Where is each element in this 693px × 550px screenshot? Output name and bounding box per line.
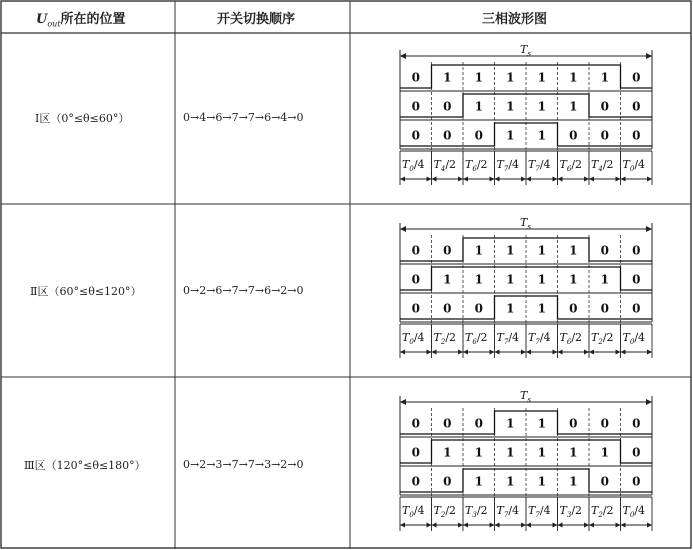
interval-arrowhead [463,523,468,528]
phase-value: 0 [411,416,420,431]
header-sequence: 开关切换顺序 [217,12,296,27]
interval-arrowhead [647,177,652,182]
interval-arrowhead [616,350,621,355]
header-position-text: 所在的位置 [60,12,126,27]
interval-label-sub: 2 [440,511,446,519]
phase-value: 1 [537,301,546,316]
interval-label-tail: /4 [539,504,551,517]
interval-label: $T_7/4$ [528,158,551,173]
interval-label-tail: /2 [602,331,614,344]
interval-arrowhead [589,177,594,182]
phase-value: 1 [506,272,515,287]
phase-value: 0 [632,70,641,85]
interval-label-sub: 2 [598,511,603,519]
interval-label: $T_2/2$ [433,504,457,519]
phase-value: 0 [569,301,578,316]
interval-arrowhead [526,177,531,182]
region-1: Ⅰ区（0°≤θ≤60°） [35,112,130,125]
interval-label: $T_6/2$ [559,331,583,346]
interval-label-sub: 6 [566,165,572,173]
phase-value: 1 [537,272,546,287]
header-waveform: 三相波形图 [482,12,548,27]
phase-value: 1 [569,243,578,258]
interval-arrowhead [427,350,432,355]
interval-arrowhead [589,350,594,355]
interval-arrowhead [495,350,500,355]
interval-arrowhead [463,350,468,355]
phase-value: 1 [600,70,609,85]
phase-value: 1 [443,70,452,85]
phase-value: 0 [411,445,420,460]
interval-arrowhead [589,523,594,528]
period-label-sub: s [527,223,531,231]
interval-label-sub: 7 [535,338,540,346]
interval-label: $T_0/4$ [622,331,646,346]
interval-label: $T_3/2$ [559,504,583,519]
region-2: Ⅱ区（60°≤θ≤120°） [30,285,142,298]
phase-value: 1 [506,70,515,85]
interval-label-tail: /2 [602,504,614,517]
interval-label-sub: 4 [440,165,446,173]
interval-label-tail: /4 [413,158,425,171]
interval-label-tail: /2 [445,158,457,171]
interval-arrowhead [584,523,589,528]
interval-arrowhead [584,177,589,182]
interval-label-sub: 0 [629,511,635,519]
waveform-1 [380,42,680,192]
interval-label-tail: /2 [571,504,583,517]
period-label: $T_s$ [520,389,531,404]
phase-value: 1 [537,70,546,85]
interval-label-tail: /4 [508,158,520,171]
interval-label: $T_2/2$ [591,504,614,519]
interval-label: $T_0/4$ [622,504,646,519]
interval-label-tail: /2 [476,504,488,517]
phase-value: 1 [474,272,483,287]
interval-arrowhead [490,350,495,355]
interval-label: $T_4/2$ [591,158,614,173]
phase-value: 1 [443,272,452,287]
interval-label-tail: /4 [508,331,520,344]
phase-value: 1 [474,70,483,85]
interval-label: $T_6/2$ [465,331,488,346]
interval-label-sub: 0 [409,338,414,346]
phase-value: 1 [506,445,515,460]
phase-value: 1 [474,445,483,460]
interval-label-sub: 7 [535,165,540,173]
phase-value: 1 [600,445,609,460]
interval-label-sub: 6 [472,165,477,173]
phase-value: 1 [569,272,578,287]
interval-arrowhead [400,523,405,528]
waveform-3 [380,388,680,538]
phase-value: 1 [474,99,483,114]
phase-value: 0 [569,128,578,143]
phase-value: 0 [411,272,420,287]
interval-label: $T_6/2$ [465,158,488,173]
interval-label-sub: 2 [440,338,446,346]
phase-value: 0 [443,416,452,431]
period-label-sub: s [527,50,531,58]
phase-value: 1 [537,445,546,460]
period-arrowhead-left [400,53,406,59]
phase-value: 0 [632,301,641,316]
interval-label-tail: /4 [413,504,425,517]
phase-value: 1 [506,416,515,431]
interval-label-tail: /4 [634,158,646,171]
interval-arrowhead [616,523,621,528]
interval-arrowhead [553,523,558,528]
phase-value: 1 [537,416,546,431]
interval-arrowhead [495,523,500,528]
interval-label: $T_0/4$ [622,158,646,173]
region-3: Ⅲ区（120°≤θ≤180°） [24,459,146,472]
sequence-1: 0→4→6→7→7→6→4→0 [183,111,304,124]
phase-value: 0 [411,474,420,489]
interval-arrowhead [463,177,468,182]
phase-value: 0 [632,272,641,287]
interval-label-sub: 3 [472,511,477,519]
interval-arrowhead [647,350,652,355]
phase-value: 1 [569,70,578,85]
interval-label-sub: 7 [535,511,540,519]
phase-value: 0 [632,445,641,460]
interval-arrowhead [521,523,526,528]
phase-value: 0 [411,128,420,143]
interval-arrowhead [584,350,589,355]
phase-value: 0 [411,70,420,85]
interval-arrowhead [490,523,495,528]
interval-label: $T_7/4$ [528,504,551,519]
interval-label: $T_2/2$ [433,331,457,346]
phase-value: 1 [537,99,546,114]
phase-value: 1 [537,243,546,258]
sequence-2: 0→2→6→7→7→6→2→0 [183,284,304,297]
interval-label-tail: /4 [508,504,520,517]
phase-value: 0 [411,243,420,258]
interval-arrowhead [427,177,432,182]
interval-label: $T_7/4$ [496,331,520,346]
interval-arrowhead [621,523,626,528]
interval-label-sub: 6 [472,338,477,346]
phase-value: 0 [443,128,452,143]
phase-value: 0 [474,128,483,143]
interval-label: $T_4/2$ [433,158,457,173]
interval-arrowhead [647,523,652,528]
interval-arrowhead [400,350,405,355]
interval-label: $T_7/4$ [496,158,520,173]
phase-value: 0 [600,416,609,431]
interval-label-sub: 0 [409,165,414,173]
interval-arrowhead [621,350,626,355]
interval-label: $T_3/2$ [465,504,488,519]
phase-value: 0 [632,474,641,489]
interval-label-tail: /2 [571,158,583,171]
interval-label-tail: /4 [413,331,425,344]
phase-value: 0 [443,243,452,258]
interval-label-tail: /2 [445,331,457,344]
interval-label-tail: /2 [571,331,583,344]
phase-value: 0 [411,301,420,316]
interval-arrowhead [553,177,558,182]
interval-label-sub: 6 [566,338,572,346]
phase-value: 0 [600,128,609,143]
period-label-sub: s [527,396,531,404]
phase-value: 0 [443,474,452,489]
interval-label: $T_2/2$ [591,331,614,346]
interval-arrowhead [432,350,437,355]
phase-value: 0 [474,416,483,431]
phase-value: 0 [632,243,641,258]
interval-label-sub: 0 [629,338,635,346]
phase-value: 0 [600,474,609,489]
interval-arrowhead [521,350,526,355]
interval-arrowhead [558,523,563,528]
interval-label-tail: /4 [634,331,646,344]
phase-value: 1 [474,474,483,489]
interval-arrowhead [432,523,437,528]
period-arrowhead-left [400,399,406,405]
interval-label-sub: 7 [503,511,509,519]
phase-value: 0 [600,99,609,114]
interval-label-tail: /4 [539,158,551,171]
interval-label-sub: 0 [629,165,635,173]
phase-value: 0 [569,416,578,431]
interval-label: $T_7/4$ [496,504,520,519]
interval-label: $T_0/4$ [402,158,425,173]
interval-label: $T_7/4$ [528,331,551,346]
phase-value: 1 [443,445,452,460]
interval-arrowhead [521,177,526,182]
phase-value: 0 [443,99,452,114]
interval-label-sub: 2 [598,338,603,346]
header-u-sub: out [47,19,61,29]
phase-value: 0 [632,99,641,114]
interval-label: $T_0/4$ [402,504,425,519]
sequence-3: 0→2→3→7→7→3→2→0 [183,458,304,471]
interval-label-sub: 0 [409,511,414,519]
interval-label-tail: /4 [539,331,551,344]
phase-value: 1 [474,243,483,258]
period-arrowhead-right [646,399,652,405]
interval-arrowhead [495,177,500,182]
interval-arrowhead [526,350,531,355]
phase-value: 0 [600,243,609,258]
phase-value: 0 [411,99,420,114]
interval-label-sub: 4 [598,165,603,173]
interval-arrowhead [490,177,495,182]
interval-arrowhead [458,350,463,355]
interval-arrowhead [526,523,531,528]
interval-label-sub: 7 [503,338,509,346]
interval-label-tail: /2 [476,158,488,171]
interval-arrowhead [400,177,405,182]
phase-value: 1 [537,474,546,489]
period-arrowhead-right [646,226,652,232]
phase-value: 0 [474,301,483,316]
interval-label-tail: /2 [476,331,488,344]
phase-value: 0 [632,416,641,431]
phase-value: 1 [506,474,515,489]
interval-label-tail: /4 [634,504,646,517]
interval-arrowhead [458,523,463,528]
period-label: $T_s$ [520,43,531,58]
interval-label-sub: 3 [566,511,572,519]
phase-value: 1 [569,99,578,114]
interval-arrowhead [458,177,463,182]
period-arrowhead-right [646,53,652,59]
interval-arrowhead [621,177,626,182]
period-label: $T_s$ [520,216,531,231]
header-position [36,8,126,29]
phase-value: 0 [632,128,641,143]
period-arrowhead-left [400,226,406,232]
phase-value: 1 [569,445,578,460]
interval-label: $T_6/2$ [559,158,583,173]
interval-arrowhead [558,350,563,355]
phase-value: 1 [537,128,546,143]
waveform-2 [380,215,680,365]
phase-value: 1 [600,272,609,287]
phase-value: 1 [506,301,515,316]
phase-value: 1 [506,99,515,114]
interval-arrowhead [553,350,558,355]
interval-label-sub: 7 [503,165,509,173]
interval-label-tail: /2 [445,504,457,517]
interval-label: $T_0/4$ [402,331,425,346]
phase-value: 0 [443,301,452,316]
phase-value: 0 [600,301,609,316]
phase-value: 1 [569,474,578,489]
interval-arrowhead [558,177,563,182]
header-u: U [36,12,48,27]
interval-arrowhead [616,177,621,182]
interval-arrowhead [427,523,432,528]
phase-value: 1 [506,128,515,143]
phase-value: 1 [506,243,515,258]
interval-arrowhead [432,177,437,182]
interval-label-tail: /2 [602,158,614,171]
